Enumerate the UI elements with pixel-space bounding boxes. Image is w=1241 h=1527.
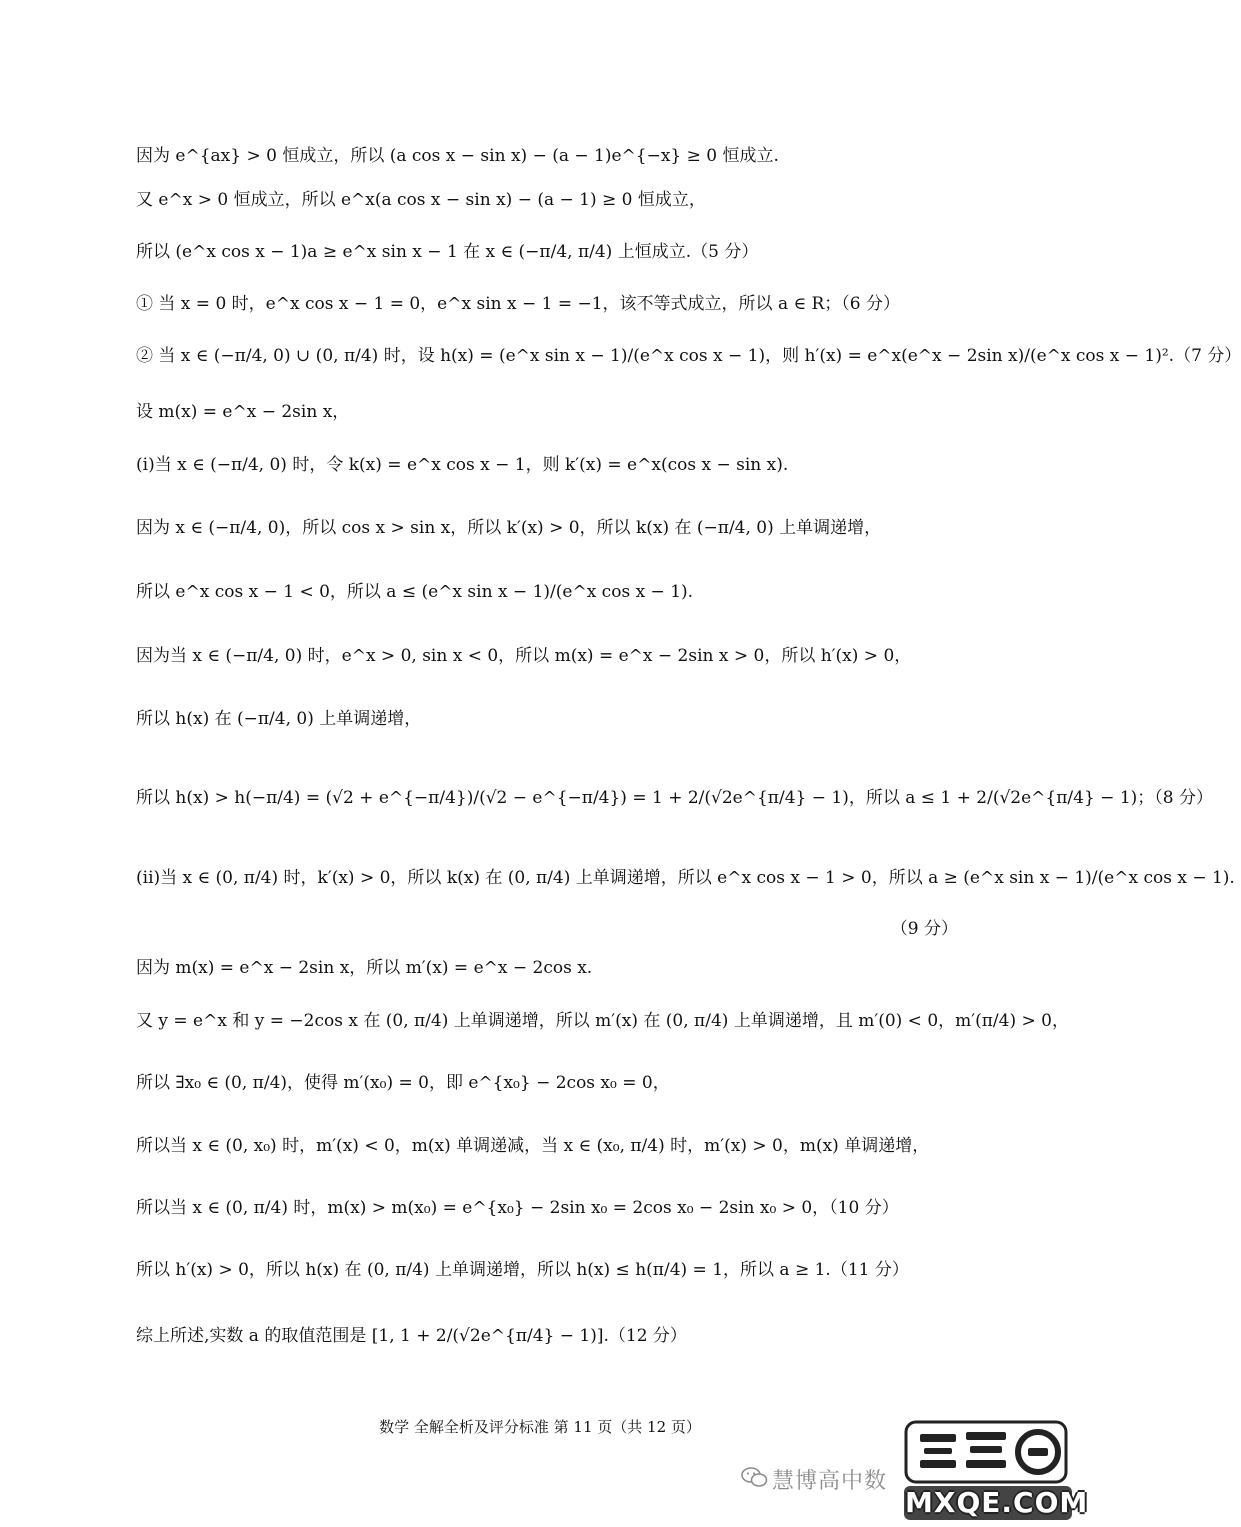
solution-line-1: 因为 e^{ax} > 0 恒成立，所以 (a cos x − sin x) − (a − 1)e^{−x} ≥ 0 恒成立. — [136, 146, 779, 166]
solution-line-12: 所以 h(x) > h(−π/4) = (√2 + e^{−π/4})/(√2 − e^{−π/4}) = 1 + 2/(√2e^{π/4} − 1)，所以 a ≤ 1 + 2/(√2e^{π/4} − 1)；（8 分） — [136, 788, 1213, 808]
stamp-url: MXQE.COM — [905, 1486, 1089, 1519]
solution-line-21: 综上所述,实数 a 的取值范围是 [1, 1 + 2/(√2e^{π/4} − 1)].（12 分） — [136, 1326, 687, 1346]
page-footer: 数学 全解全析及评分标准 第 11 页（共 12 页） — [379, 1418, 701, 1436]
watermark-account-name: 慧博高中数 — [772, 1469, 888, 1494]
solution-line-5: ② 当 x ∈ (−π/4, 0) ∪ (0, π/4) 时，设 h(x) = (e^x sin x − 1)/(e^x cos x − 1)，则 h′(x) = e^x(e^x − 2sin x)/(e^x cos x − 1)².（7 分） — [136, 346, 1241, 366]
solution-line-15: 因为 m(x) = e^x − 2sin x，所以 m′(x) = e^x − 2cos x. — [136, 958, 593, 978]
wechat-icon — [740, 1466, 768, 1493]
solution-line-4: ① 当 x = 0 时，e^x cos x − 1 = 0，e^x sin x − 1 = −1，该不等式成立，所以 a ∈ R；（6 分） — [136, 294, 900, 314]
solution-line-2: 又 e^x > 0 恒成立，所以 e^x(a cos x − sin x) − (a − 1) ≥ 0 恒成立， — [136, 190, 706, 210]
solution-line-16: 又 y = e^x 和 y = −2cos x 在 (0, π/4) 上单调递增，所以 m′(x) 在 (0, π/4) 上单调递增，且 m′(0) < 0，m′(π/4) > 0， — [136, 1011, 1069, 1031]
solution-line-13: (ii)当 x ∈ (0, π/4) 时，k′(x) > 0，所以 k(x) 在 (0, π/4) 上单调递增，所以 e^x cos x − 1 > 0，所以 a ≥ (e^x sin x − 1)/(e^x cos x − 1). — [136, 868, 1235, 888]
solution-line-18: 所以当 x ∈ (0, x₀) 时，m′(x) < 0，m(x) 单调递减，当 x ∈ (x₀, π/4) 时，m′(x) > 0，m(x) 单调递增， — [136, 1136, 930, 1156]
solution-line-8: 因为 x ∈ (−π/4, 0)，所以 cos x > sin x，所以 k′(x) > 0，所以 k(x) 在 (−π/4, 0) 上单调递增， — [136, 518, 882, 538]
solution-line-6: 设 m(x) = e^x − 2sin x， — [136, 402, 350, 422]
solution-line-20: 所以 h′(x) > 0，所以 h(x) 在 (0, π/4) 上单调递增，所以 h(x) ≤ h(π/4) = 1，所以 a ≥ 1.（11 分） — [136, 1260, 909, 1280]
solution-line-19: 所以当 x ∈ (0, π/4) 时，m(x) > m(x₀) = e^{x₀} − 2sin x₀ = 2cos x₀ − 2sin x₀ > 0，（10 分） — [136, 1198, 899, 1218]
solution-line-11: 所以 h(x) 在 (−π/4, 0) 上单调递增， — [136, 709, 422, 729]
solution-line-9: 所以 e^x cos x − 1 < 0，所以 a ≤ (e^x sin x − 1)/(e^x cos x − 1). — [136, 582, 694, 602]
score-note-9: （9 分） — [890, 919, 958, 939]
solution-line-7: (i)当 x ∈ (−π/4, 0) 时，令 k(x) = e^x cos x − 1，则 k′(x) = e^x(cos x − sin x). — [136, 455, 789, 475]
solution-line-17: 所以 ∃x₀ ∈ (0, π/4)，使得 m′(x₀) = 0，即 e^{x₀} − 2cos x₀ = 0， — [136, 1073, 670, 1093]
solution-line-3: 所以 (e^x cos x − 1)a ≥ e^x sin x − 1 在 x ∈ (−π/4, π/4) 上恒成立.（5 分） — [136, 242, 759, 262]
solution-line-10: 因为当 x ∈ (−π/4, 0) 时，e^x > 0, sin x < 0，所以 m(x) = e^x − 2sin x > 0，所以 h′(x) > 0， — [136, 646, 912, 666]
